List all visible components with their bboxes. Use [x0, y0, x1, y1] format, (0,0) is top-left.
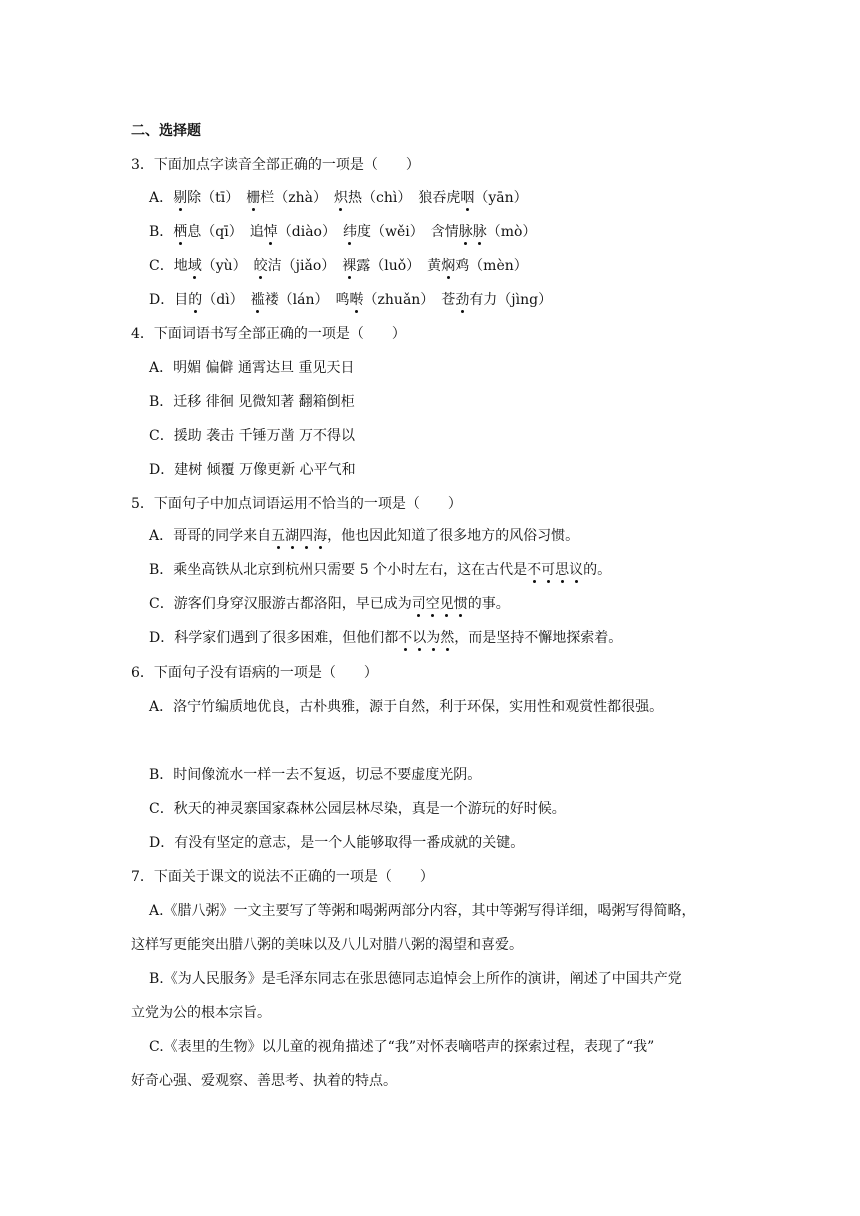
q6-option-c: C．秋天的神灵寨国家森林公园层林尽染，真是一个游玩的好时候。: [149, 801, 566, 817]
emphasis-dotted-char: 皎: [253, 258, 268, 274]
emphasis-dotted-char: 炽: [333, 190, 348, 206]
emphasis-dotted-char: 思: [555, 562, 570, 578]
emphasis-dotted-char: 的: [188, 292, 203, 308]
q3-option-b: B．栖息（qī） 追悼（diào） 纬度（wěi） 含情脉脉（mò）: [149, 224, 537, 240]
q7-option-b-line2: 立党为公的根本宗旨。: [131, 1005, 271, 1021]
q7-option-b-line1: B.《为人民服务》是毛泽东同志在张思德同志追悼会上所作的演讲，阐述了中国共产党: [149, 971, 682, 987]
emphasis-dotted-char: 脉: [472, 224, 487, 240]
emphasis-dotted-char: 焖: [441, 258, 456, 274]
q3-option-a: A．剔除（tī） 栅栏（zhà） 炽热（chì） 狼吞虎咽（yān）: [149, 190, 528, 206]
emphasis-dotted-char: 四: [299, 528, 314, 544]
q6-option-b: B．时间像流水一样一去不复返，切忌不要虚度光阴。: [149, 767, 482, 783]
question-7-stem: 7．下面关于课文的说法不正确的一项是（ ）: [131, 869, 434, 885]
emphasis-dotted-char: 栅: [246, 190, 261, 206]
emphasis-dotted-char: 议: [569, 562, 584, 578]
emphasis-dotted-char: 纬: [342, 224, 357, 240]
emphasis-dotted-char: 不: [527, 562, 542, 578]
emphasis-dotted-char: 司: [411, 596, 426, 612]
q5-option-a: A．哥哥的同学来自五湖四海，他也因此知道了很多地方的风俗习惯。: [149, 528, 580, 544]
q4-option-c: C．援助 袭击 千锤万凿 万不得以: [149, 428, 356, 444]
emphasis-dotted-char: 剔: [173, 190, 188, 206]
emphasis-dotted-char: 咽: [460, 190, 475, 206]
emphasis-dotted-char: 海: [313, 528, 328, 544]
question-6-stem: 6．下面句子没有语病的一项是（ ）: [131, 665, 378, 681]
emphasis-dotted-char: 惯: [453, 596, 468, 612]
emphasis-dotted-char: 空: [425, 596, 440, 612]
emphasis-dotted-char: 褴: [250, 292, 265, 308]
emphasis-dotted-char: 啭: [349, 292, 364, 308]
emphasis-dotted-char: 栖: [173, 224, 188, 240]
emphasis-dotted-char: 可: [541, 562, 556, 578]
section-title: 二、选择题: [131, 123, 201, 139]
q7-option-c-line2: 好奇心强、爱观察、善思考、执着的特点。: [131, 1073, 397, 1089]
question-4-stem: 4．下面词语书写全部正确的一项是（ ）: [131, 326, 406, 342]
emphasis-dotted-char: 然: [440, 630, 455, 646]
q5-option-b: B．乘坐高铁从北京到杭州只需要 5 个小时左右，这在古代是不可思议的。: [149, 562, 612, 578]
q4-option-a: A．明媚 偏僻 通霄达旦 重见天日: [149, 360, 355, 376]
emphasis-dotted-char: 湖: [285, 528, 300, 544]
emphasis-dotted-char: 为: [426, 630, 441, 646]
emphasis-dotted-char: 见: [439, 596, 454, 612]
question-3-stem: 3．下面加点字读音全部正确的一项是（ ）: [131, 157, 420, 173]
q5-option-d: D．科学家们遇到了很多困难，但他们都不以为然，而是坚持不懈地探索着。: [149, 630, 623, 646]
q3-option-c: C．地域（yù） 皎洁（jiǎo） 裸露（luǒ） 黄焖鸡（mèn）: [149, 258, 528, 274]
q6-option-d: D．有没有坚定的意志，是一个人能够取得一番成就的关键。: [149, 835, 525, 851]
emphasis-dotted-char: 劲: [455, 292, 470, 308]
q4-option-b: B．迁移 徘徊 见微知著 翻箱倒柜: [149, 394, 355, 410]
emphasis-dotted-char: 五: [271, 528, 286, 544]
q3-option-d: D．目的（dì） 褴褛（lán） 鸣啭（zhuǎn） 苍劲有力（jìng）: [149, 292, 553, 308]
emphasis-dotted-char: 裸: [342, 258, 357, 274]
emphasis-dotted-char: 域: [187, 258, 202, 274]
emphasis-dotted-char: 脉: [458, 224, 473, 240]
question-5-stem: 5．下面句子中加点词语运用不恰当的一项是（ ）: [131, 496, 462, 512]
q6-option-a: A．洛宁竹编质地优良，古朴典雅，源于自然，利于环保，实用性和观赏性都很强。: [149, 699, 664, 715]
emphasis-dotted-char: 以: [412, 630, 427, 646]
emphasis-dotted-char: 悼: [263, 224, 278, 240]
q7-option-a-line2: 这样写更能突出腊八粥的美味以及八儿对腊八粥的渴望和喜爱。: [131, 937, 523, 953]
emphasis-dotted-char: 不: [398, 630, 413, 646]
q5-option-c: C．游客们身穿汉服游古都洛阳，早已成为司空见惯的事。: [149, 596, 510, 612]
q7-option-c-line1: C.《表里的生物》以儿童的视角描述了“我”对怀表嘀嗒声的探索过程，表现了“我”: [149, 1039, 655, 1055]
q4-option-d: D．建树 倾覆 万像更新 心平气和: [149, 462, 356, 478]
q7-option-a-line1: A.《腊八粥》一文主要写了等粥和喝粥两部分内容，其中等粥写得详细，喝粥写得简略，: [149, 903, 696, 919]
